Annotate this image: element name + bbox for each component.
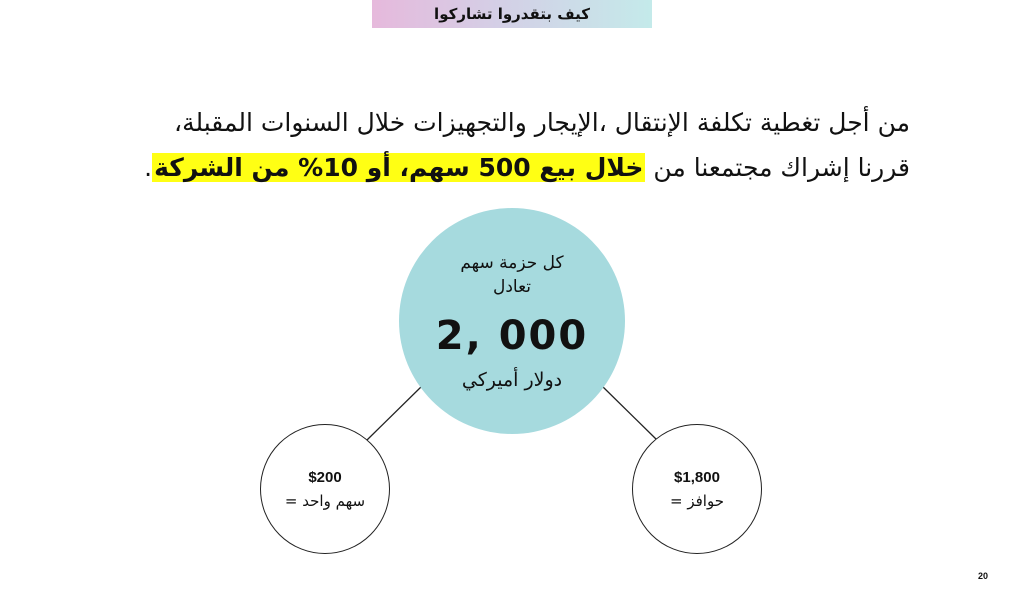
share-package-line2: تعادل [492, 277, 532, 297]
incentives-label: حوافز = [670, 491, 724, 510]
intro-line-2-start: قررنا إشراك مجتمعنا من [645, 153, 910, 182]
incentives-circle [632, 424, 762, 554]
share-package-currency: دولار أميركي [461, 369, 563, 391]
intro-highlight: خلال بيع 500 سهم، أو 10% من الشركة [154, 153, 644, 182]
intro-line-2-end: . [144, 153, 153, 182]
intro-line-1: من أجل تغطية تكلفة الإنتقال ،الإيجار والتجهيزات خلال السنوات المقبلة، [174, 108, 910, 137]
section-tag-label: كيف بتقدروا تشاركوا [434, 5, 590, 23]
page-number: 20 [977, 571, 988, 581]
single-share-label: سهم واحد = [284, 491, 366, 510]
share-package-line1: كل حزمة سهم [460, 253, 564, 273]
share-package-circle [399, 208, 625, 434]
share-package-amount: 2, 000 [435, 313, 589, 359]
single-share-circle [260, 424, 390, 554]
connector-right [601, 385, 657, 440]
connector-left [367, 385, 423, 440]
incentives-price: $1,800 [674, 468, 720, 486]
single-share-price: $200 [308, 468, 342, 486]
